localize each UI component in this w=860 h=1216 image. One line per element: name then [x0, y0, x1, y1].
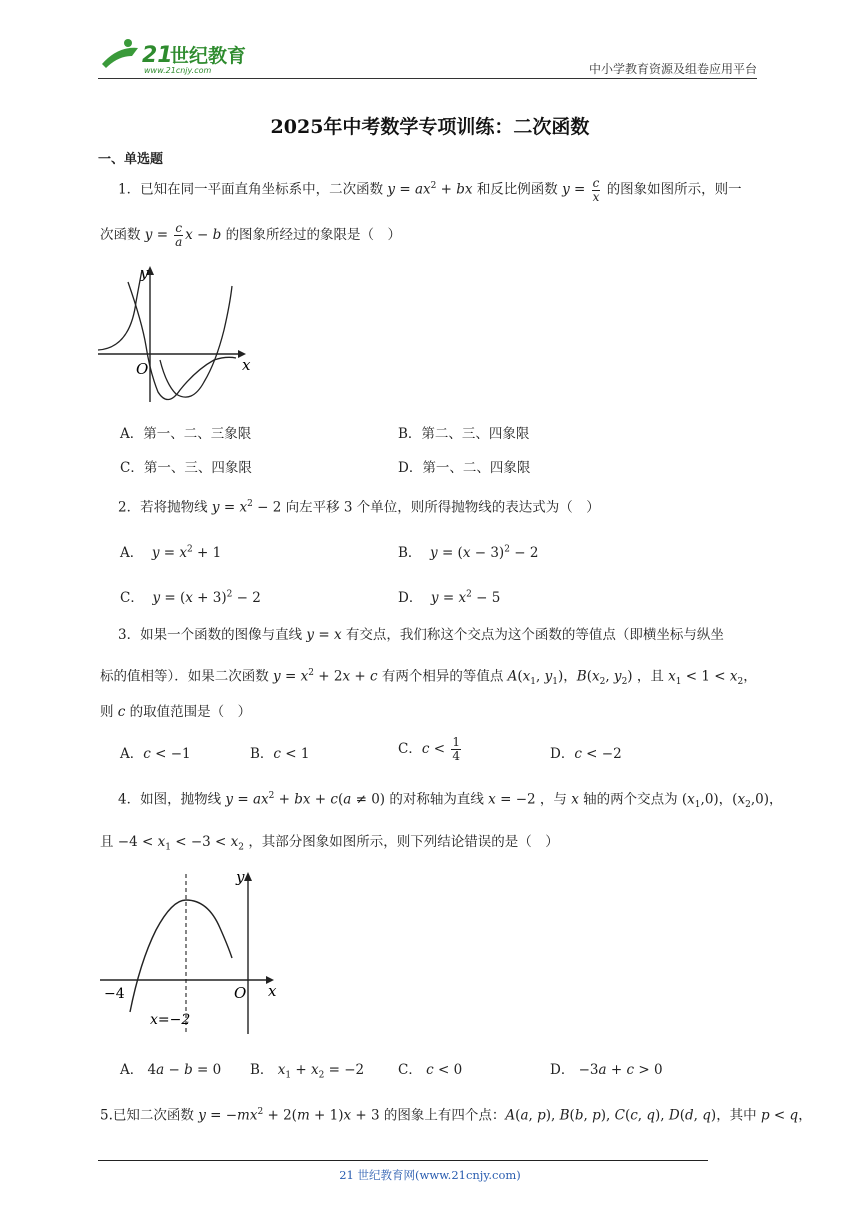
q3-stem-line3: 则 c 的取值范围是（ ）: [100, 704, 252, 720]
header-divider: [98, 78, 757, 79]
svg-text:−4: −4: [104, 986, 125, 1002]
q3-stem-line2: 标的值相等）．如果二次函数 $y = x^2 + 2x + c$ 有两个相异的等值点 $A(x_1$, $y_1$)，$B(x_2$, $y_2$) ，且 $x_1 < 1 < x_2$，: [100, 668, 757, 688]
q5-text: 的图象上有四个点：: [383, 1107, 506, 1124]
q1-option-c[interactable]: C．第一、三、四象限: [120, 460, 252, 476]
q1-text: 次函数: [100, 227, 141, 243]
q5-stem: 5.已知二次函数 $y = -mx^2 + 2(m + 1)x + 3$ 的图象上有四个点：A(a, p), B(b, p), C(c, q), D(d, q)，其中 p < q，: [100, 1107, 812, 1124]
q3-option-b[interactable]: B．c < 1: [250, 746, 310, 762]
q1-text: 1．已知在同一平面直角坐标系中，二次函数: [118, 181, 384, 198]
svg-text:世纪教育: 世纪教育: [170, 45, 247, 67]
q3-text: 3．如果一个函数的图像与直线: [118, 627, 303, 643]
q3-option-b-label: B．: [250, 746, 274, 762]
q4-graph: [96, 866, 286, 1042]
svg-text:x=−2: x=−2: [150, 1012, 191, 1028]
q1-text: 的图象所经过的象限是（ ）: [225, 227, 402, 243]
q3-text: ，且: [636, 668, 664, 685]
q3-text: 的取值范围是（ ）: [129, 704, 252, 720]
footer-divider: [98, 1160, 708, 1161]
q4-text: ，与: [539, 791, 567, 808]
site-logo: [98, 36, 258, 76]
q2-text: 向左平移 3 个单位，则所得抛物线的表达式为（ ）: [285, 499, 600, 516]
svg-text:21: 21: [142, 43, 173, 68]
footer-link[interactable]: 21 世纪教育网(www.21cnjy.com): [339, 1168, 521, 1182]
q4-text: 且: [100, 834, 114, 850]
svg-text:www.21cnjy.com: www.21cnjy.com: [144, 66, 212, 75]
q2-option-a[interactable]: A． $y = x^2 + 1$: [120, 544, 222, 561]
q4-option-a-label: A．: [120, 1062, 144, 1078]
q1-option-a[interactable]: A．第一、二、三象限: [120, 426, 252, 442]
q3-text: 则: [100, 704, 114, 720]
q1-text: 的图象如图所示，则一: [606, 181, 742, 198]
q3-text: 有两个相异的等值点: [381, 668, 504, 685]
q2-text: 2．若将抛物线: [118, 499, 208, 516]
svg-text:O: O: [136, 360, 149, 378]
q2-option-d-label: D．: [398, 590, 423, 606]
section-heading: 一、单选题: [98, 152, 164, 167]
q1-option-b[interactable]: B．第二、三、四象限: [398, 426, 530, 442]
q2-stem: 2．若将抛物线 $y = x^2 - 2$ 向左平移 3 个单位，则所得抛物线的表达式为（ ）: [118, 499, 600, 516]
q5-text: ，其中: [716, 1107, 757, 1124]
q4-text: 的对称轴为直线: [389, 791, 484, 808]
svg-text:O: O: [234, 984, 247, 1002]
q4-option-a[interactable]: A． 4a − b = 0: [120, 1062, 222, 1078]
q2-option-b[interactable]: B． $y = (x - 3)^2 - 2$: [398, 544, 539, 561]
svg-text:x: x: [242, 356, 251, 374]
q4-option-c[interactable]: C． c < 0: [398, 1062, 463, 1078]
q2-option-a-label: A．: [120, 545, 144, 561]
q3-option-a-label: A．: [120, 746, 144, 762]
q4-text: 轴的两个交点为: [583, 791, 678, 808]
page-title: 2025年中考数学专项训练：二次函数: [270, 116, 590, 138]
q4-stem-line1: 4．如图，抛物线 $y = ax^2$ + bx + c(a ≠ 0) 的对称轴为直线 x = −2 ，与 x 轴的两个交点为 $(x_1,0)$，$(x_2,0)$，: [118, 791, 783, 811]
q1-option-d[interactable]: D．第一、二、四象限: [398, 460, 531, 476]
q3-option-c-label: C．: [398, 741, 422, 757]
q1-graph: [96, 262, 256, 416]
q1-text: 和反比例函数: [476, 181, 558, 198]
q2-option-c[interactable]: C． $y = (x + 3)^2 - 2$: [120, 589, 261, 606]
q3-text: 有交点，我们称这个交点为这个函数的等值点（即横坐标与纵坐: [345, 627, 724, 643]
q2-option-b-label: B．: [398, 545, 422, 561]
q4-text: 4．如图，抛物线: [118, 791, 222, 808]
q4-option-d-label: D．: [550, 1062, 575, 1078]
svg-text:y: y: [140, 264, 149, 282]
q4-option-c-label: C．: [398, 1062, 422, 1078]
q3-option-a[interactable]: A．c < −1: [120, 746, 191, 762]
q4-stem-line2: 且 $-4 < x_1 < -3 < x_2$ ，其部分图象如图所示，则下列结论错误的是（ ）: [100, 834, 559, 853]
q4-option-b-label: B．: [250, 1062, 274, 1078]
q4-option-d[interactable]: D． −3a + c > 0: [550, 1062, 663, 1078]
q4-text: ，其部分图象如图所示，则下列结论错误的是（ ）: [248, 834, 559, 850]
q3-option-d-label: D．: [550, 746, 575, 762]
q3-option-c[interactable]: C．c < $\frac{1}{4}$: [398, 735, 460, 763]
q3-option-d[interactable]: D．c < −2: [550, 746, 622, 762]
q2-option-c-label: C．: [120, 590, 144, 606]
q1-stem-line1: 1．已知在同一平面直角坐标系中，二次函数 $y = ax^2$ + bx 和反比例函数 y = $\frac{c}{x}$ 的图象如图所示，则一: [118, 175, 742, 204]
svg-text:y: y: [236, 868, 245, 886]
platform-label: 中小学教育资源及组卷应用平台: [588, 62, 757, 76]
q1-stem-line2: 次函数 y = $\frac{c}{a}$ x − b 的图象所经过的象限是（ ）: [100, 221, 402, 249]
q3-text: 标的值相等）．如果二次函数: [100, 668, 269, 685]
q4-option-b[interactable]: B． $x_1 + x_2 = -2$: [250, 1062, 365, 1081]
q5-text: 5.已知二次函数: [100, 1107, 194, 1124]
q2-option-d[interactable]: D． $y = x^2 - 5$: [398, 589, 501, 606]
q3-stem-line1: 3．如果一个函数的图像与直线 y = x 有交点，我们称这个交点为这个函数的等值点（即横坐标与纵坐: [118, 627, 724, 643]
svg-text:x: x: [268, 982, 277, 1000]
